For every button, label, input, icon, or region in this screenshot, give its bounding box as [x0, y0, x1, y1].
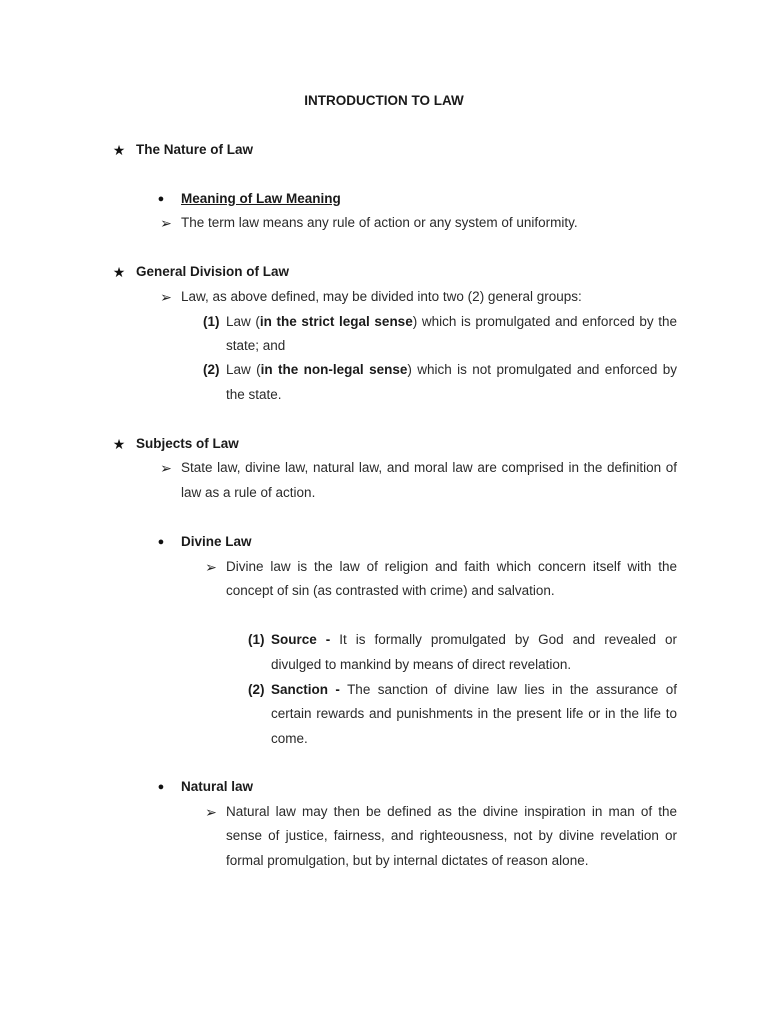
paragraph-subjects-line-1: State law, divine law, natural law, and moral law are comprised in the definition of	[181, 460, 677, 475]
subheading-meaning-of-law: Meaning of Law Meaning	[181, 191, 341, 206]
item-number: (1)	[248, 632, 265, 647]
dot-bullet-icon: ●	[157, 193, 165, 205]
list-item-source-line-1: Source - It is formally promulgated by God and revealed or	[271, 632, 677, 647]
section-heading-subjects-of-law: Subjects of Law	[136, 436, 239, 451]
label-source: Source -	[271, 632, 331, 647]
list-item-source-line-2: divulged to mankind by means of direct revelation.	[271, 657, 572, 672]
list-item-continuation: the state.	[226, 387, 282, 402]
section-heading-nature-of-law: The Nature of Law	[136, 142, 254, 157]
dot-bullet-icon: ●	[157, 536, 165, 548]
arrow-bullet-icon: ➢	[205, 559, 217, 575]
paragraph-natural-line-1: Natural law may then be defined as the divine inspiration in man of the	[226, 804, 677, 819]
label-sanction: Sanction -	[271, 682, 340, 697]
list-item-sanction-line-1: Sanction - The sanction of divine law lies in the assurance of	[271, 682, 677, 697]
subheading-divine-law: Divine Law	[181, 534, 252, 549]
emphasis-text: in the non-legal sense	[260, 362, 408, 377]
arrow-bullet-icon: ➢	[160, 460, 172, 476]
paragraph-divine-line-2: concept of sin (as contrasted with crime) and salvation.	[226, 583, 555, 598]
dot-bullet-icon: ●	[157, 781, 165, 793]
section-heading-general-division: General Division of Law	[136, 264, 290, 279]
document-title: INTRODUCTION TO LAW	[304, 93, 464, 108]
list-item-strict-legal-sense: Law (in the strict legal sense) which is promulgated and enforced by the	[226, 314, 677, 329]
paragraph-meaning-of-law: The term law means any rule of action or any system of uniformity.	[181, 215, 578, 230]
paragraph-natural-line-2: sense of justice, fairness, and righteousness, not by divine revelation or	[226, 828, 677, 843]
item-number: (2)	[203, 362, 220, 377]
star-bullet-icon: ★	[112, 436, 126, 452]
emphasis-text: in the strict legal sense	[259, 314, 413, 329]
arrow-bullet-icon: ➢	[160, 215, 172, 231]
item-number: (2)	[248, 682, 265, 697]
paragraph-subjects-line-2: law as a rule of action.	[181, 485, 316, 500]
paragraph-natural-line-3: formal promulgation, but by internal dictates of reason alone.	[226, 853, 589, 868]
paragraph-general-division: Law, as above defined, may be divided into two (2) general groups:	[181, 289, 582, 304]
star-bullet-icon: ★	[112, 142, 126, 158]
arrow-bullet-icon: ➢	[160, 289, 172, 305]
list-item-continuation: state; and	[226, 338, 286, 353]
list-item-sanction-line-2: certain rewards and punishments in the present life or in the life to	[271, 706, 677, 721]
list-item-sanction-line-3: come.	[271, 731, 308, 746]
subheading-natural-law: Natural law	[181, 779, 254, 794]
item-number: (1)	[203, 314, 220, 329]
star-bullet-icon: ★	[112, 264, 126, 280]
arrow-bullet-icon: ➢	[205, 804, 217, 820]
list-item-non-legal-sense: Law (in the non-legal sense) which is not promulgated and enforced by	[226, 362, 677, 377]
paragraph-divine-line-1: Divine law is the law of religion and faith which concern itself with the	[226, 559, 677, 574]
